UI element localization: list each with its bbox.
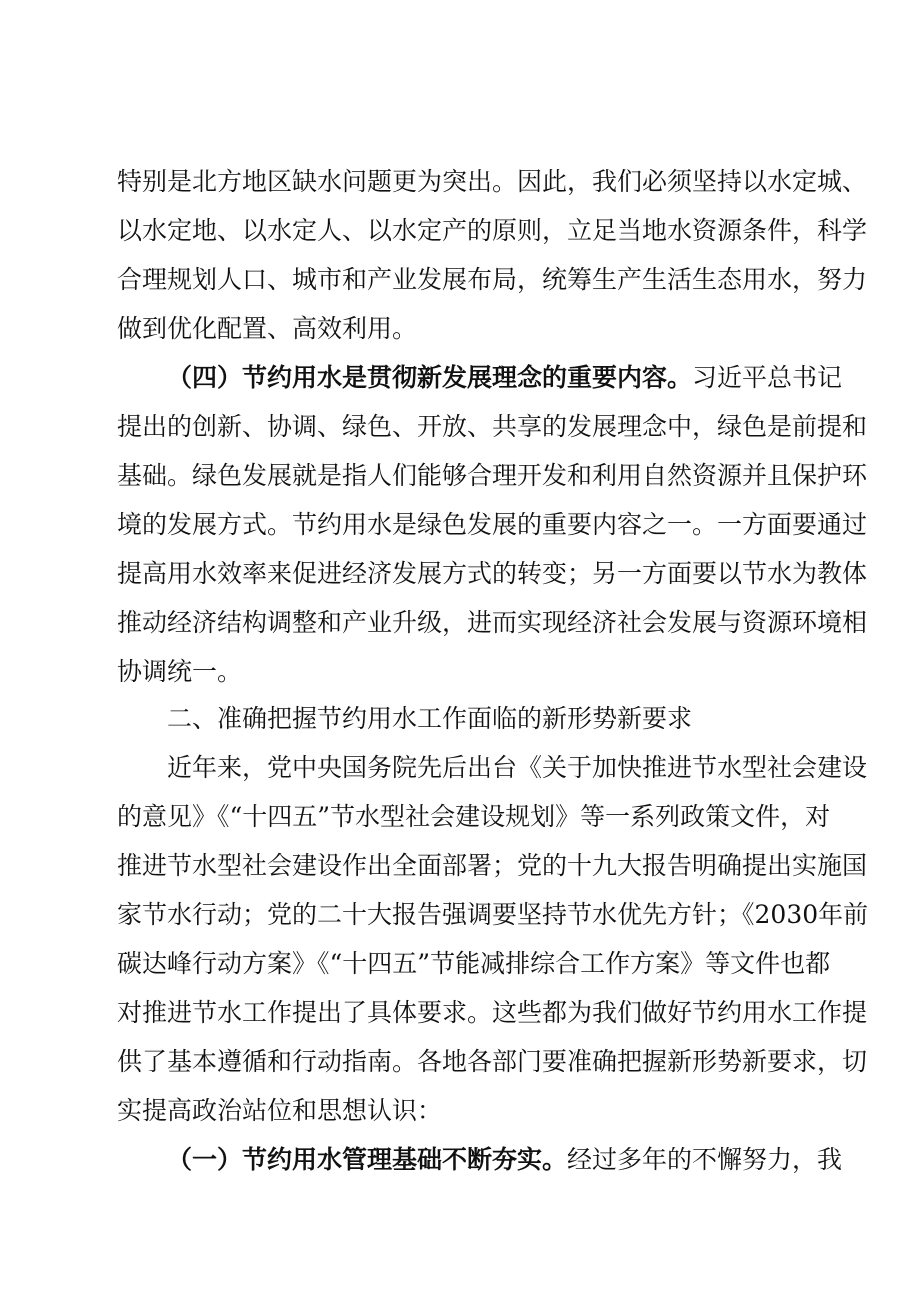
paragraph-4-first-line-rest: 经过多年的不懈努力，我 (567, 1145, 843, 1174)
paragraph-2-lead-heading: （四）节约用水是贯彻新发展理念的重要内容。 (167, 363, 693, 392)
paragraph-4-line-1 (167, 1145, 843, 1175)
paragraph-1-line-4: 做到优化配置、高效利用。 (117, 314, 418, 343)
paragraph-3-line-3: 推进节水型社会建设作出全面部署；党的十九大报告明确提出实施国 (117, 851, 868, 880)
paragraph-2-line-1 (167, 363, 843, 393)
paragraph-2-line-4: 境的发展方式。节约用水是绿色发展的重要内容之一。一方面要通过 (117, 510, 868, 539)
paragraph-3-line-1: 近年来，党中央国务院先后出台《关于加快推进节水型社会建设 (167, 753, 868, 782)
paragraph-2-line-6: 推动经济结构调整和产业升级，进而实现经济社会发展与资源环境相 (117, 608, 868, 637)
paragraph-1-line-2: 以水定地、以水定人、以水定产的原则，立足当地水资源条件，科学 (117, 216, 868, 245)
paragraph-4-lead-heading: （一）节约用水管理基础不断夯实。 (167, 1145, 568, 1174)
paragraph-3-line-6: 对推进节水工作提出了具体要求。这些都为我们做好节约用水工作提 (117, 998, 868, 1027)
paragraph-3-line-4: 家节水行动；党的二十大报告强调要坚持节水优先方针；《2030年前 (117, 900, 869, 929)
paragraph-3-line-5: 碳达峰行动方案》《“十四五”节能减排综合工作方案》等文件也都 (117, 949, 831, 978)
paragraph-3-line-8: 实提高政治站位和思想认识： (117, 1096, 443, 1125)
paragraph-1-line-3: 合理规划人口、城市和产业发展布局，统筹生产生活生态用水，努力 (117, 265, 868, 294)
paragraph-2-line-5: 提高用水效率来促进经济发展方式的转变；另一方面要以节水为教体 (117, 559, 868, 588)
paragraph-2-line-7: 协调统一。 (117, 657, 243, 686)
paragraph-2-line-3: 基础。绿色发展就是指人们能够合理开发和利用自然资源并且保护环 (117, 461, 868, 490)
section-heading: 二、准确把握节约用水工作面临的新形势新要求 (167, 704, 693, 733)
paragraph-3-line-2: 的意见》《“十四五”节水型社会建设规划》等一系列政策文件，对 (117, 802, 831, 831)
paragraph-2-line-2: 提出的创新、协调、绿色、开放、共享的发展理念中，绿色是前提和 (117, 412, 868, 441)
paragraph-2-first-line-rest: 习近平总书记 (692, 363, 843, 392)
paragraph-1-line-1: 特别是北方地区缺水问题更为突出。因此，我们必须坚持以水定城、 (117, 167, 868, 196)
paragraph-3-line-7: 供了基本遵循和行动指南。各地各部门要准确把握新形势新要求，切 (117, 1047, 868, 1076)
